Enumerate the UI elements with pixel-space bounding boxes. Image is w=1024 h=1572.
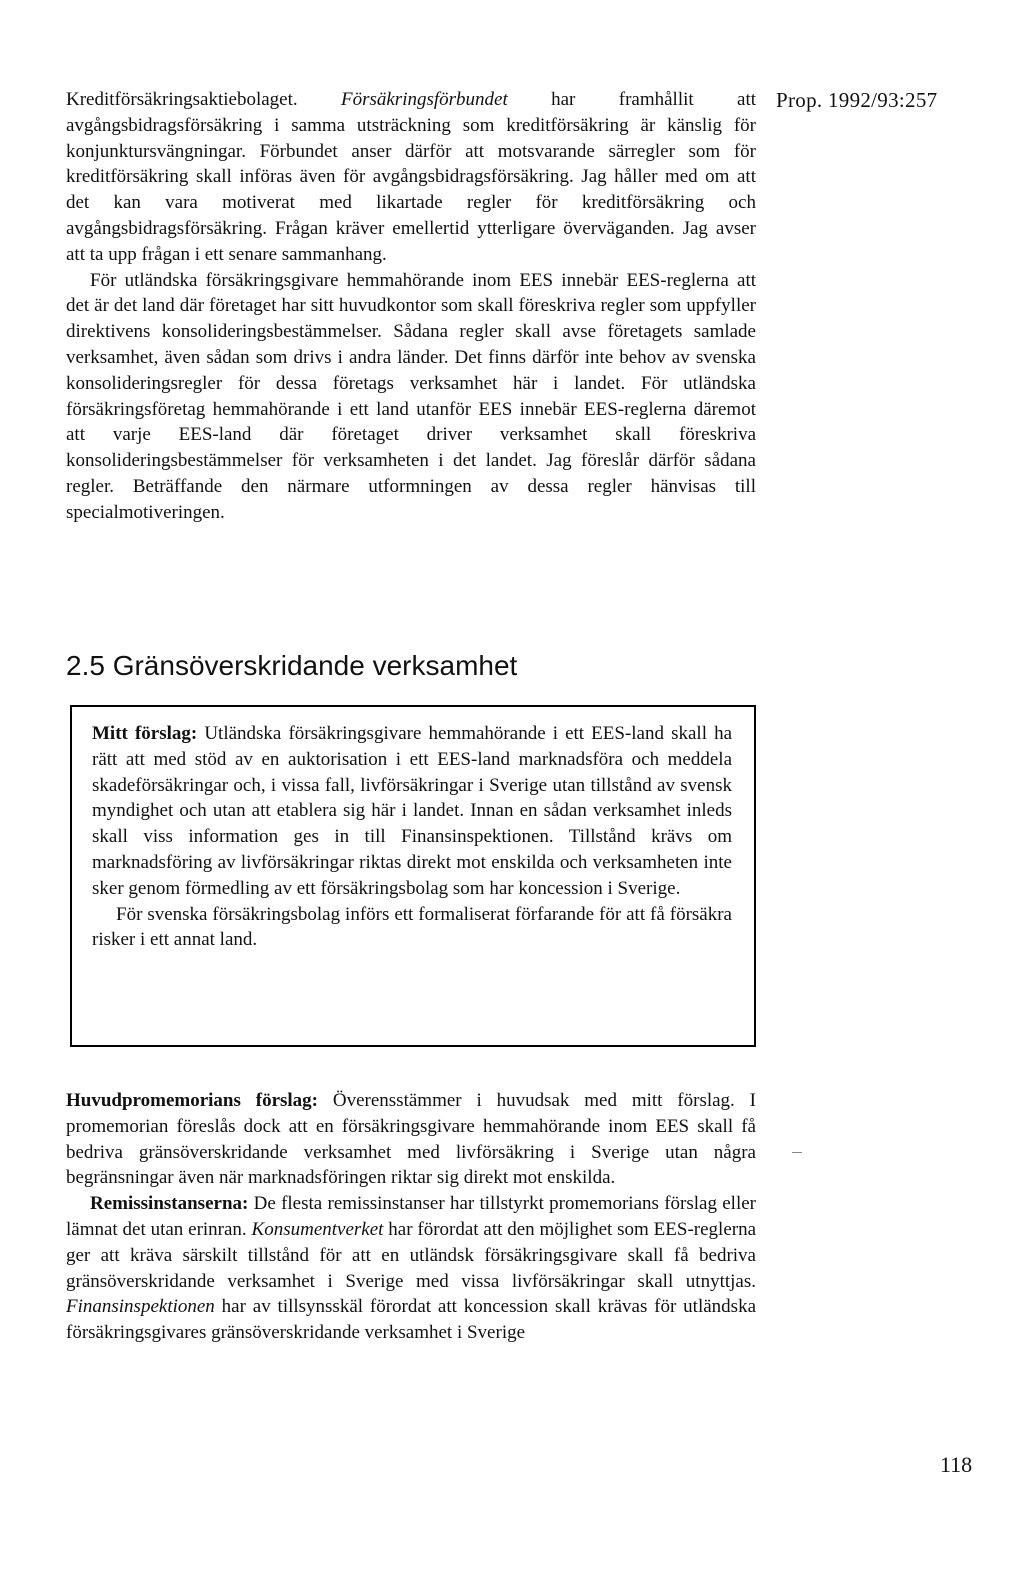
memo-label: Huvudpromemorians förslag:	[66, 1090, 319, 1111]
intro-text-block	[66, 87, 756, 526]
margin-mark	[792, 1152, 802, 1153]
organization-name: Försäkringsförbundet	[340, 89, 508, 110]
remiss-text-2: har förordat att den möjlighet som EES-reglerna ger att kräva särskilt tillstånd för att en utländsk försäkringsgivare skall få bedriva gränsöverskridande verksamhet i Sverige med vissa livförsäkringar skall utnyttjas.	[66, 1218, 757, 1292]
remiss-label: Remissinstanserna:	[90, 1193, 249, 1215]
agency-name-1: Konsumentverket	[251, 1218, 384, 1240]
paragraph-foreign-insurers: För utländska försäkringsgivare hemmahörande inom EES innebär EES-reglerna att det är det land där företaget har sitt huvudkontor som skall föreskriva regler som uppfyller direktivens konsolideringsbestämmelser. Sådana regler skall avse företagets samlade verksamhet, även sådan som drivs i andra länder. Det finns därför inte behov av svenska konsolideringsregler för dessa företags verksamhet här i landet. För utländska försäkringsföretag hemmahörande i ett land utanför EES innebär EES-reglerna däremot att varje EES-land där företaget driver verksamhet skall föreskriva konsolideringsbestämmelser för verksamheten i det landet. Jag föreslår därför sådana regler. Beträffande den närmare utformningen av dessa regler hänvisas till specialmotiveringen.	[66, 269, 756, 523]
proposal-paragraph	[92, 721, 732, 902]
comments-text-block	[66, 1088, 756, 1346]
remiss-text-3: har av tillsynsskäl förordat att koncession skall krävas för utländska försäkringsgivares gränsöverskridande verksamhet i Sverige	[66, 1296, 757, 1344]
paragraph-text: har framhållit att avgångsbidragsförsäkring i samma utsträckning som kreditförsäkring är känslig för konjunktursvängningar. Förbundet anser därför att motsvarande särregler som för kreditförsäkring skall införas även för avgångsbidragsförsäkring. Jag håller med om att det kan vara motiverat med likartade regler för kreditförsäkring och avgångsbidragsförsäkring. Frågan kräver emellertid ytterligare överväganden. Jag avser att ta upp frågan i ett senare sammanhang.	[66, 89, 757, 265]
page-number: 118	[940, 1452, 973, 1477]
remiss-paragraph	[66, 1191, 756, 1346]
memo-paragraph	[66, 1088, 756, 1191]
proposal-paragraph-2: För svenska försäkringsbolag införs ett formaliserat förfarande för att få försäkra risker i ett annat land.	[92, 903, 732, 951]
remiss-text-1: De flesta remissinstanser har tillstyrkt promemorians förslag eller lämnat det utan erinran.	[66, 1193, 756, 1240]
proposal-content	[92, 721, 732, 953]
proposal-label: Mitt förslag:	[92, 723, 198, 744]
section-heading: 2.5 Gränsöverskridande verksamhet	[66, 650, 518, 681]
paragraph-credit-insurance	[66, 87, 756, 268]
proposal-box	[70, 705, 756, 1047]
proposition-reference: Prop. 1992/93:257	[776, 88, 938, 112]
paragraph-start: Kreditförsäkringsaktiebolaget.	[66, 89, 298, 110]
proposal-text: Utländska försäkringsgivare hemmahörande i ett EES-land skall ha rätt att med stöd av en auktorisation i ett EES-land marknadsföra och meddela skadeförsäkringar och, i vissa fall, livförsäkringar i Sverige utan tillstånd av svensk myndighet och utan att etablera sig här i landet. Innan en sådan verksamhet inleds skall viss information ges in till Finansinspektionen. Tillstånd krävs om marknadsföring av livförsäkringar riktas direkt mot enskilda och verksamheten inte sker genom förmedling av ett försäkringsbolag som har koncession i Sverige.	[92, 723, 732, 899]
agency-name-2: Finansinspektionen	[66, 1296, 215, 1318]
memo-text: Överensstämmer i huvudsak med mitt förslag. I promemorian föreslås dock att en försäkringsgivare hemmahörande inom EES skall få bedriva gränsöverskridande verksamhet med livförsäkring i Sverige utan några begränsningar även när marknadsföringen riktar sig direkt mot enskilda.	[66, 1090, 756, 1189]
